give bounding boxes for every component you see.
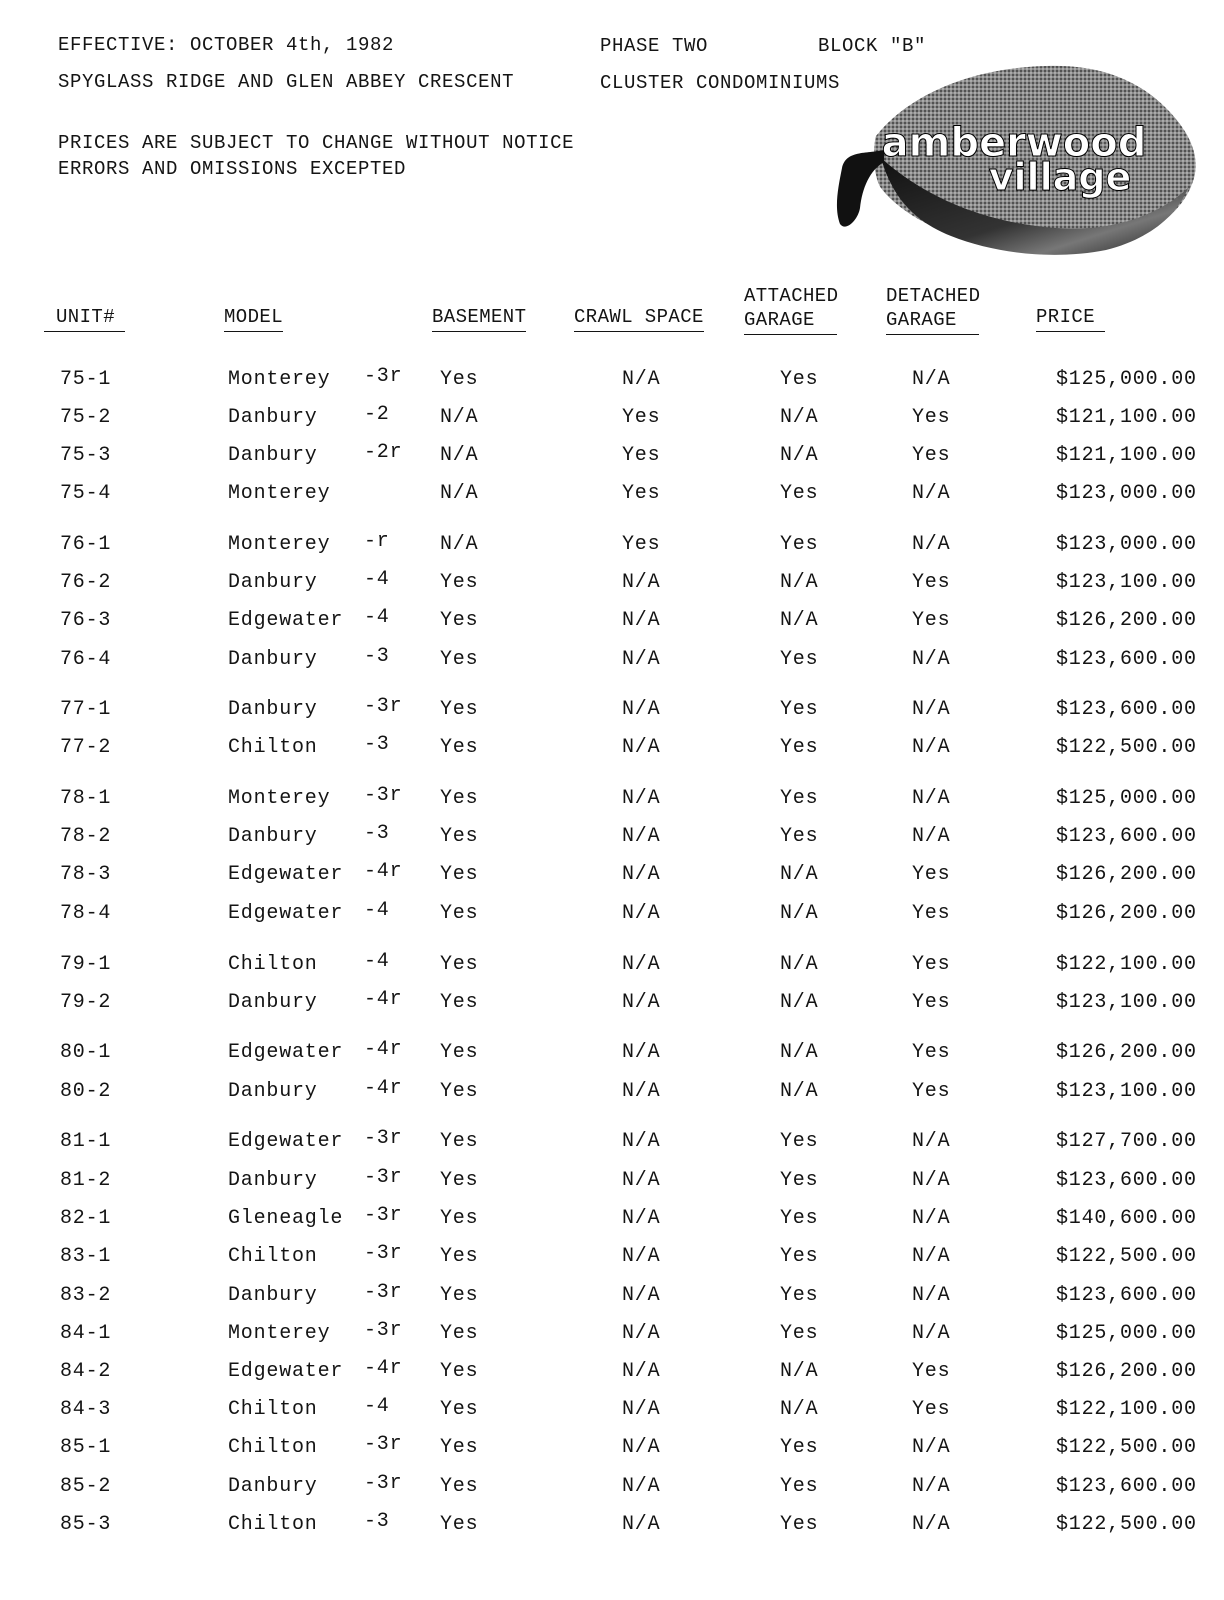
table-row [0,606,1224,639]
cell-crawl: N/A [622,1041,661,1064]
cell-basement: Yes [440,609,479,632]
cell-unit: 77-2 [60,736,112,759]
cell-model: Danbury [228,1169,318,1192]
block-label: BLOCK "B" [818,35,927,57]
cell-suffix: -3r [364,1281,403,1304]
cell-crawl: N/A [622,902,661,925]
cell-unit: 75-2 [60,406,112,429]
cell-attached: N/A [780,1041,819,1064]
cell-suffix: -r [364,530,390,553]
cell-suffix: -3 [364,645,390,668]
cell-detached: Yes [912,406,951,429]
cell-unit: 77-1 [60,698,112,721]
cell-suffix: -3 [364,733,390,756]
cell-detached: N/A [912,368,951,391]
cell-unit: 83-2 [60,1284,112,1307]
cell-detached: N/A [912,1436,951,1459]
cell-price: $126,200.00 [1056,1041,1197,1064]
cell-attached: Yes [780,1513,819,1536]
cell-suffix: -4r [364,1077,403,1100]
cell-unit: 84-2 [60,1360,112,1383]
cell-attached: N/A [780,991,819,1014]
cell-detached: Yes [912,1398,951,1421]
cell-model: Edgewater [228,902,344,925]
errors-notice: ERRORS AND OMISSIONS EXCEPTED [58,158,407,180]
cell-model: Danbury [228,1080,318,1103]
cell-basement: Yes [440,1513,479,1536]
table-row [0,530,1224,563]
cell-price: $125,000.00 [1056,787,1197,810]
cell-price: $122,500.00 [1056,1513,1197,1536]
cell-price: $123,600.00 [1056,648,1197,671]
cell-detached: N/A [912,698,951,721]
logo-text-amberwood: amberwood [881,120,1147,166]
cell-model: Monterey [228,482,331,505]
cell-unit: 78-3 [60,863,112,886]
cell-suffix: -4r [364,860,403,883]
cell-basement: Yes [440,953,479,976]
cell-detached: Yes [912,571,951,594]
cell-suffix: -3 [364,822,390,845]
table-row [0,403,1224,436]
cell-unit: 81-2 [60,1169,112,1192]
cell-attached: N/A [780,953,819,976]
cell-crawl: N/A [622,571,661,594]
cell-unit: 76-1 [60,533,112,556]
cell-suffix: -4 [364,950,390,973]
cell-crawl: N/A [622,648,661,671]
cell-suffix: -4 [364,899,390,922]
cell-unit: 83-1 [60,1245,112,1268]
cell-suffix: -2r [364,441,403,464]
cell-basement: Yes [440,1041,479,1064]
cell-basement: Yes [440,736,479,759]
cell-attached: Yes [780,1284,819,1307]
cell-suffix: -4r [364,1357,403,1380]
table-row [0,784,1224,817]
cell-price: $122,500.00 [1056,1436,1197,1459]
cell-price: $140,600.00 [1056,1207,1197,1230]
col-header-unit: UNIT# [44,305,125,332]
cell-crawl: N/A [622,825,661,848]
cell-model: Chilton [228,1513,318,1536]
cell-unit: 82-1 [60,1207,112,1230]
col-header-detached-garage: DETACHED GARAGE [886,284,980,335]
cell-attached: Yes [780,1207,819,1230]
cell-crawl: N/A [622,736,661,759]
cell-unit: 78-4 [60,902,112,925]
cell-unit: 85-3 [60,1513,112,1536]
cell-crawl: N/A [622,1475,661,1498]
cell-detached: N/A [912,1322,951,1345]
cell-attached: N/A [780,902,819,925]
cell-unit: 76-4 [60,648,112,671]
cell-detached: N/A [912,482,951,505]
cell-detached: Yes [912,902,951,925]
cell-suffix: -3r [364,1472,403,1495]
table-row [0,695,1224,728]
cell-attached: N/A [780,1080,819,1103]
table-row [0,1166,1224,1199]
cell-model: Chilton [228,736,318,759]
cell-suffix: -4 [364,1395,390,1418]
cell-model: Danbury [228,1284,318,1307]
cell-model: Edgewater [228,1130,344,1153]
cell-unit: 76-2 [60,571,112,594]
cell-basement: Yes [440,902,479,925]
cell-unit: 84-3 [60,1398,112,1421]
cell-price: $123,100.00 [1056,1080,1197,1103]
cell-unit: 78-2 [60,825,112,848]
cell-price: $123,600.00 [1056,1169,1197,1192]
cell-price: $123,000.00 [1056,533,1197,556]
table-row [0,733,1224,766]
cell-basement: Yes [440,1398,479,1421]
cell-basement: Yes [440,1130,479,1153]
cell-crawl: N/A [622,1322,661,1345]
cell-suffix: -3r [364,695,403,718]
cell-unit: 79-2 [60,991,112,1014]
cell-attached: Yes [780,736,819,759]
cell-price: $126,200.00 [1056,1360,1197,1383]
cell-model: Monterey [228,787,331,810]
table-row [0,1472,1224,1505]
cell-crawl: Yes [622,406,661,429]
cell-attached: Yes [780,648,819,671]
col-header-crawl-space: CRAWL SPACE [574,305,704,332]
cell-attached: Yes [780,1245,819,1268]
cell-detached: N/A [912,1284,951,1307]
cell-unit: 78-1 [60,787,112,810]
cell-unit: 81-1 [60,1130,112,1153]
cell-price: $123,600.00 [1056,1475,1197,1498]
table-row [0,1319,1224,1352]
cell-price: $122,500.00 [1056,736,1197,759]
col-header-basement: BASEMENT [432,305,526,332]
cell-price: $126,200.00 [1056,609,1197,632]
cell-unit: 85-1 [60,1436,112,1459]
cell-crawl: N/A [622,1398,661,1421]
cell-detached: N/A [912,533,951,556]
cell-crawl: N/A [622,609,661,632]
cell-detached: N/A [912,787,951,810]
table-row [0,1038,1224,1071]
cell-suffix: -3r [364,365,403,388]
cell-suffix: -4 [364,606,390,629]
table-row [0,568,1224,601]
cell-detached: Yes [912,953,951,976]
cell-detached: N/A [912,736,951,759]
cell-basement: Yes [440,571,479,594]
table-row [0,1357,1224,1390]
cell-model: Chilton [228,1245,318,1268]
table-row [0,1204,1224,1237]
cell-detached: N/A [912,648,951,671]
table-row [0,988,1224,1021]
cell-price: $126,200.00 [1056,902,1197,925]
cell-crawl: N/A [622,991,661,1014]
cell-model: Danbury [228,571,318,594]
cell-basement: Yes [440,1207,479,1230]
cell-suffix: -3r [364,1127,403,1150]
cell-price: $122,500.00 [1056,1245,1197,1268]
cell-detached: N/A [912,1475,951,1498]
cell-attached: N/A [780,444,819,467]
table-row [0,441,1224,474]
price-change-notice: PRICES ARE SUBJECT TO CHANGE WITHOUT NOTICE [58,132,575,154]
cell-detached: N/A [912,1130,951,1153]
cell-basement: N/A [440,444,479,467]
cell-suffix: -3r [364,1319,403,1342]
cell-suffix: -4r [364,1038,403,1061]
col-header-price: PRICE [1036,305,1105,332]
cell-model: Danbury [228,991,318,1014]
cell-price: $121,100.00 [1056,406,1197,429]
cell-attached: Yes [780,787,819,810]
cell-price: $125,000.00 [1056,1322,1197,1345]
cell-attached: N/A [780,1398,819,1421]
cell-price: $123,600.00 [1056,698,1197,721]
cell-model: Chilton [228,1436,318,1459]
table-row [0,1242,1224,1275]
cell-basement: Yes [440,1245,479,1268]
cell-crawl: N/A [622,1130,661,1153]
table-row [0,365,1224,398]
cell-price: $122,100.00 [1056,953,1197,976]
table-row [0,1395,1224,1428]
logo-text-village: village [988,155,1132,199]
cell-attached: Yes [780,1475,819,1498]
cell-suffix: -3r [364,1242,403,1265]
cell-attached: Yes [780,1436,819,1459]
cell-attached: Yes [780,1322,819,1345]
cell-model: Danbury [228,698,318,721]
cell-attached: N/A [780,1360,819,1383]
cell-basement: Yes [440,1436,479,1459]
cell-unit: 76-3 [60,609,112,632]
table-row [0,1281,1224,1314]
cell-detached: N/A [912,825,951,848]
col-header-attached-garage: ATTACHED GARAGE [744,284,838,335]
cell-crawl: Yes [622,533,661,556]
cell-basement: Yes [440,1322,479,1345]
cell-model: Edgewater [228,1041,344,1064]
cell-price: $127,700.00 [1056,1130,1197,1153]
table-row [0,482,1224,512]
cell-crawl: N/A [622,953,661,976]
cell-basement: Yes [440,698,479,721]
cell-attached: N/A [780,609,819,632]
cell-basement: Yes [440,1475,479,1498]
cell-basement: N/A [440,482,479,505]
cell-attached: N/A [780,863,819,886]
cell-attached: N/A [780,571,819,594]
cell-model: Monterey [228,368,331,391]
cell-attached: Yes [780,1169,819,1192]
col-header-model: MODEL [224,305,283,332]
table-row [0,1433,1224,1466]
cell-detached: Yes [912,991,951,1014]
cell-model: Danbury [228,444,318,467]
cell-crawl: Yes [622,482,661,505]
cell-unit: 75-3 [60,444,112,467]
cell-suffix: -3r [364,1166,403,1189]
cell-price: $123,600.00 [1056,1284,1197,1307]
cell-model: Danbury [228,825,318,848]
cell-crawl: Yes [622,444,661,467]
cell-basement: N/A [440,533,479,556]
cell-price: $123,100.00 [1056,571,1197,594]
cell-basement: Yes [440,1080,479,1103]
cell-model: Chilton [228,953,318,976]
cell-attached: Yes [780,698,819,721]
cell-suffix: -3 [364,1510,390,1533]
cell-unit: 79-1 [60,953,112,976]
amberwood-village-logo [836,58,1218,258]
cell-crawl: N/A [622,1284,661,1307]
table-row [0,1077,1224,1110]
cell-attached: Yes [780,1130,819,1153]
cell-crawl: N/A [622,1513,661,1536]
cell-price: $123,100.00 [1056,991,1197,1014]
cell-basement: Yes [440,787,479,810]
cell-unit: 75-1 [60,368,112,391]
cell-crawl: N/A [622,1080,661,1103]
cell-basement: Yes [440,991,479,1014]
cell-crawl: N/A [622,1360,661,1383]
cell-detached: N/A [912,1513,951,1536]
product-type-label: CLUSTER CONDOMINIUMS [600,72,841,94]
cell-basement: Yes [440,1169,479,1192]
cell-attached: Yes [780,368,819,391]
cell-basement: Yes [440,648,479,671]
cell-detached: Yes [912,1041,951,1064]
cell-unit: 80-2 [60,1080,112,1103]
cell-basement: Yes [440,1284,479,1307]
cell-model: Danbury [228,648,318,671]
cell-unit: 85-2 [60,1475,112,1498]
cell-unit: 84-1 [60,1322,112,1345]
table-row [0,822,1224,855]
cell-detached: Yes [912,863,951,886]
cell-price: $125,000.00 [1056,368,1197,391]
cell-crawl: N/A [622,787,661,810]
cell-basement: Yes [440,825,479,848]
cell-attached: Yes [780,533,819,556]
cell-price: $122,100.00 [1056,1398,1197,1421]
phase-label: PHASE TWO [600,35,709,57]
cell-crawl: N/A [622,863,661,886]
cell-attached: Yes [780,825,819,848]
cell-detached: Yes [912,1360,951,1383]
cell-suffix: -4r [364,988,403,1011]
cell-price: $126,200.00 [1056,863,1197,886]
table-row [0,950,1224,983]
cell-unit: 75-4 [60,482,112,505]
table-row [0,1127,1224,1160]
cell-model: Gleneagle [228,1207,344,1230]
cell-detached: Yes [912,444,951,467]
cell-model: Monterey [228,533,331,556]
cell-attached: N/A [780,406,819,429]
location-label: SPYGLASS RIDGE AND GLEN ABBEY CRESCENT [58,71,515,93]
cell-price: $123,000.00 [1056,482,1197,505]
cell-suffix: -3r [364,1433,403,1456]
cell-model: Monterey [228,1322,331,1345]
effective-date: EFFECTIVE: OCTOBER 4th, 1982 [58,34,395,56]
cell-attached: Yes [780,482,819,505]
cell-crawl: N/A [622,1245,661,1268]
cell-crawl: N/A [622,698,661,721]
cell-basement: Yes [440,368,479,391]
cell-suffix: -2 [364,403,390,426]
cell-price: $121,100.00 [1056,444,1197,467]
cell-basement: Yes [440,863,479,886]
cell-crawl: N/A [622,1169,661,1192]
table-row [0,899,1224,932]
cell-detached: N/A [912,1207,951,1230]
cell-suffix: -4 [364,568,390,591]
table-row [0,645,1224,678]
cell-detached: Yes [912,1080,951,1103]
cell-crawl: N/A [622,368,661,391]
table-row [0,1510,1224,1543]
cell-detached: Yes [912,609,951,632]
cell-crawl: N/A [622,1207,661,1230]
cell-suffix: -3r [364,784,403,807]
cell-model: Edgewater [228,863,344,886]
cell-price: $123,600.00 [1056,825,1197,848]
cell-detached: N/A [912,1169,951,1192]
cell-basement: Yes [440,1360,479,1383]
cell-detached: N/A [912,1245,951,1268]
cell-suffix: -3r [364,1204,403,1227]
cell-model: Edgewater [228,609,344,632]
cell-model: Edgewater [228,1360,344,1383]
cell-model: Danbury [228,1475,318,1498]
cell-crawl: N/A [622,1436,661,1459]
table-row [0,860,1224,893]
cell-unit: 80-1 [60,1041,112,1064]
cell-basement: N/A [440,406,479,429]
cell-model: Danbury [228,406,318,429]
cell-model: Chilton [228,1398,318,1421]
